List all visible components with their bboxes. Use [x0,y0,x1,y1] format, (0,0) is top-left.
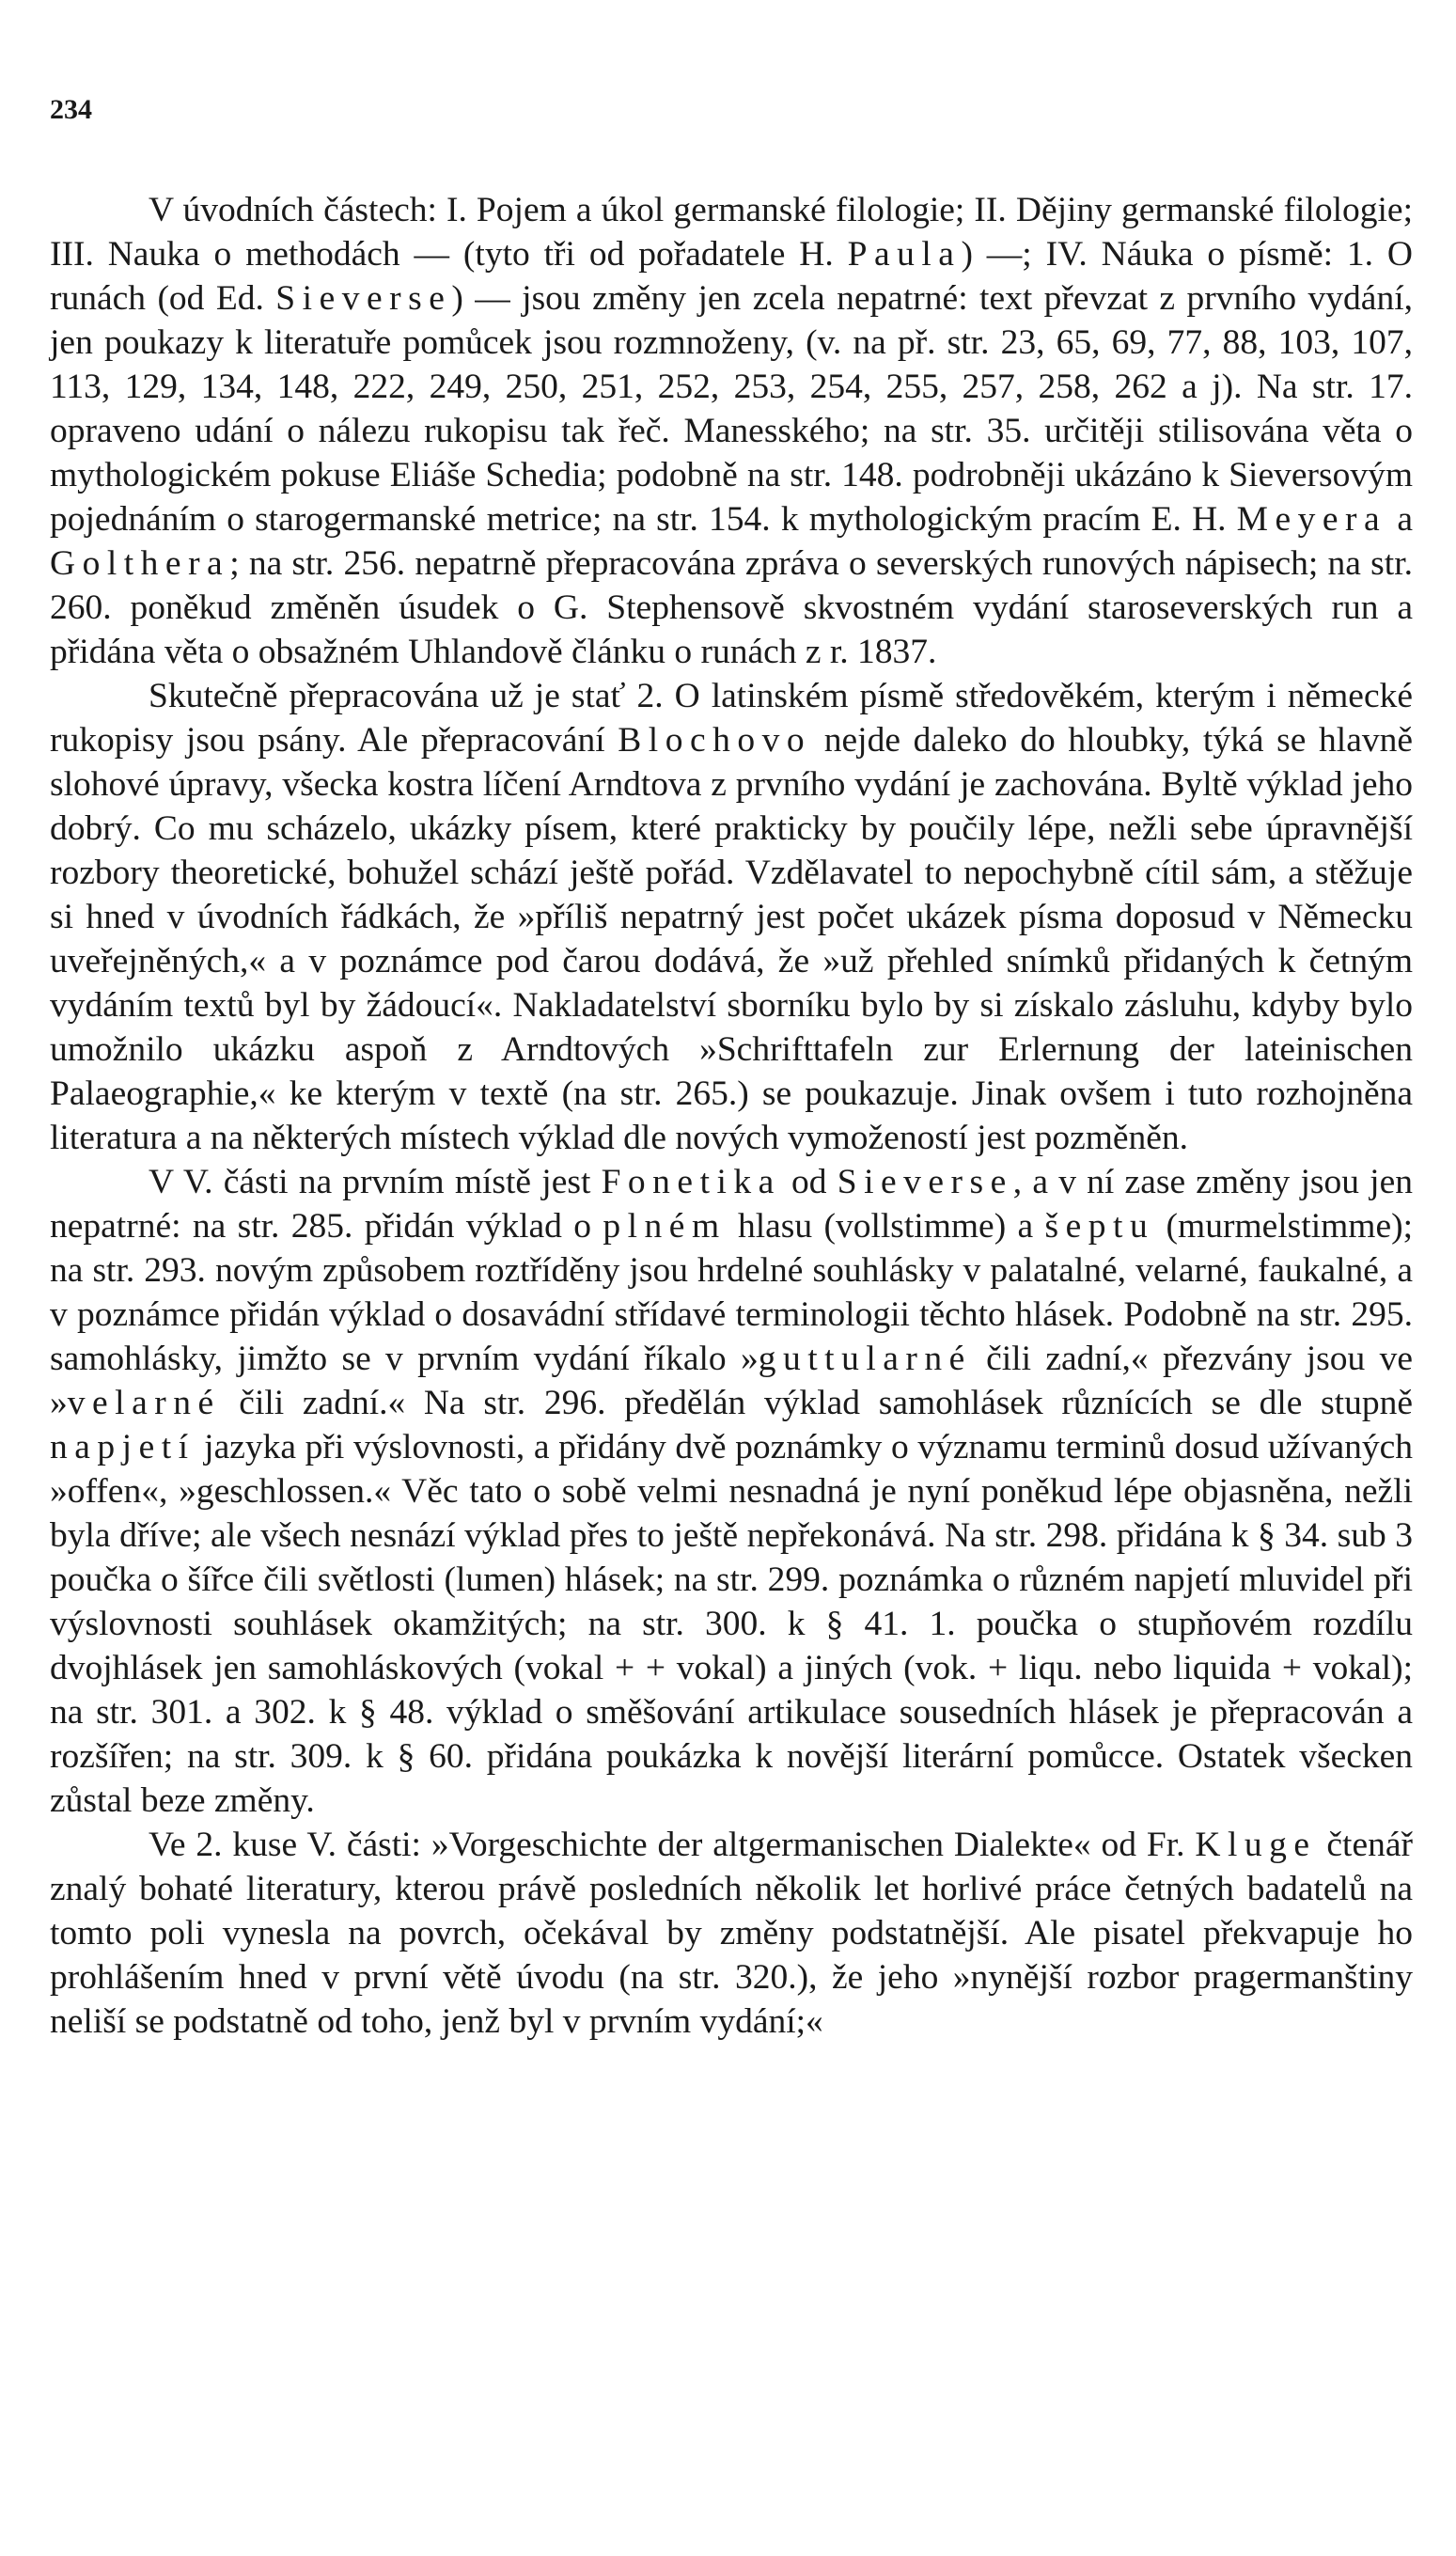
paragraph-4 [50,1823,1413,2044]
spaced-emphasis: šeptu [1044,1207,1155,1246]
spaced-emphasis: Kluge [1195,1826,1317,1864]
paragraph-1 [50,188,1413,674]
text-run: V V. části na prvním místě jest [149,1163,602,1201]
paragraph-3 [50,1160,1413,1823]
text-run: ) —; IV. Náuka o písmě: 1. O runách (od Ed. [50,235,1413,318]
text-run: čili zadní,« přezvány jsou ve » [50,1340,1413,1422]
text-run: , a v ní zase změny jsou jen nepatrné: na str. 285. přidán výklad o [50,1163,1413,1246]
paragraph-2 [50,674,1413,1160]
text-run: ) — jsou změny jen zcela nepatrné: text převzat z prvního vydání, jen poukazy k literatuře pomůcek jsou rozmnoženy, (v. na př. str. 23, 65, 69, 77, 88, 103, 107, 113, 129, 134, 148, 222, 249, 250, 251, 252, 253, 254, 255, 257, 258, 262 a j). Na str. 17. opraveno udání o nálezu rukopisu tak řeč. Manesského; na str. 35. určitěji stilisována věta o mythologickém pokuse Eliáše Schedia; podobně na str. 148. podrobněji ukázáno k Sieversovým pojednáním o starogermanské metrice; na str. 154. k mythologickým pracím E. H. [50,279,1413,539]
text-run: (murmelstimme); na str. 293. novým způsobem roztříděny jsou hrdelné souhlásky v palatalné, velarné, faukalné, a v poznámce přidán výklad o dosavádní střídavé terminologii těchto hlásek. Podobně na str. 295. samohlásky, jimžto se v prvním vydání říkalo » [50,1207,1413,1378]
text-run: nejde daleko do hloubky, týká se hlavně slohové úpravy, všecka kostra líčení Arndtova z prvního vydání je zachována. Byltě výklad jeho dobrý. Co mu scházelo, ukázky písem, které prakticky by poučily lépe, nežli sebe úpravnější rozbory theoretické, bohužel schází ještě pořád. Vzdělavatel to nepochybně cítil sám, a stěžuje si hned v úvodních řádkách, že »příliš nepatrný jest počet ukázek písma doposud v Německu uveřejněných,« a v poznámce pod čarou dodává, že »už přehled snímků přidaných k četným vydáním textů byl by žádoucí«. Nakladatelství sborníku bylo by si získalo zásluhu, kdyby bylo umožnilo ukázku aspoň z Arndtových »Schrifttafeln zur Erlernung der lateinischen Palaeographie,« ke kterým v textě (na str. 265.) se poukazuje. Jinak ovšem i tuto rozhojněna literatura a na některých místech výklad dle nových vymožeností jest pozměněn. [50,721,1413,1157]
text-run: hlasu (vollstimme) a [726,1207,1045,1246]
text-run: jazyka při výslovnosti, a přidány dvě poznámky o významu terminů dosud užívaných »offen«, »geschlossen.« Věc tato o sobě velmi nesnadná je nyní poněkud lépe objasněna, nežli byla dříve; ale všech nesnází výklad přes to ještě nepřekonává. Na str. 298. přidána k § 34. sub 3 poučka o šířce čili světlosti (lumen) hlásek; na str. 299. poznámka o různém napjetí mluvidel při výslovnosti souhlásek okamžitých; na str. 300. k § 41. 1. poučka o stupňovém rozdílu dvojhlásek jen samohláskových (vokal + + vokal) a jiných (vok. + liqu. nebo liquida + vokal); na str. 301. a 302. k § 48. výklad o směšování artikulace sousedních hlásek je přepracován a rozšířen; na str. 309. k § 60. přidána poukázka k novější literární pomůcce. Ostatek všecken zůstal beze změny. [50,1428,1413,1820]
spaced-emphasis: Sieverse [837,1163,1013,1201]
text-run: čili zadní.« Na str. 296. předělán výklad samohlásek různících se dle stupně [220,1384,1413,1422]
spaced-emphasis: Meyera [1236,500,1387,539]
spaced-emphasis: Blochovo [618,721,812,760]
text-run: V úvodních částech: I. Pojem a úkol germanské filologie; II. Dějiny germanské filologie; III. Nauka o methodách — (tyto tři od pořadatele H. [50,191,1413,274]
spaced-emphasis: napjetí [50,1428,196,1466]
text-run: od [780,1163,838,1201]
text-run: Skutečně přepracována už je stať 2. O latinském písmě středověkém, kterým i německé rukopisy jsou psány. Ale přepracování [50,677,1413,760]
spaced-emphasis: plném [603,1207,727,1246]
spaced-emphasis: Golthera [50,544,230,583]
text-run: čtenář znalý bohaté literatury, kterou právě posledních několik let horlivé práce četných badatelů na tomto poli vynesla na povrch, očekával by změny podstatnější. Ale pisatel překvapuje ho prohlášením hned v první větě úvodu (na str. 320.), že jeho »nynější rozbor pragermanštiny neliší se podstatně od toho, jenž byl v prvním vydání;« [50,1826,1413,2041]
spaced-emphasis: Sieverse [275,279,452,318]
spaced-emphasis: guttularné [758,1340,972,1378]
page-number: 234 [50,94,92,125]
spaced-emphasis: Paula [847,235,962,274]
text-run: a [1386,500,1413,539]
spaced-emphasis: Fonetika [601,1163,781,1201]
text-run: ; na str. 256. nepatrně přepracována zpráva o severských runových nápisech; na str. 260. poněkud změněn úsudek o G. Stephensově skvostném vydání staroseverských run a přidána věta o obsažném Uhlandově článku o runách z r. 1837. [50,544,1413,671]
spaced-emphasis: velarné [67,1384,221,1422]
page-text [50,188,1413,2044]
text-run: Ve 2. kuse V. části: »Vorgeschichte der altgermanischen Dialekte« od Fr. [149,1826,1196,1864]
